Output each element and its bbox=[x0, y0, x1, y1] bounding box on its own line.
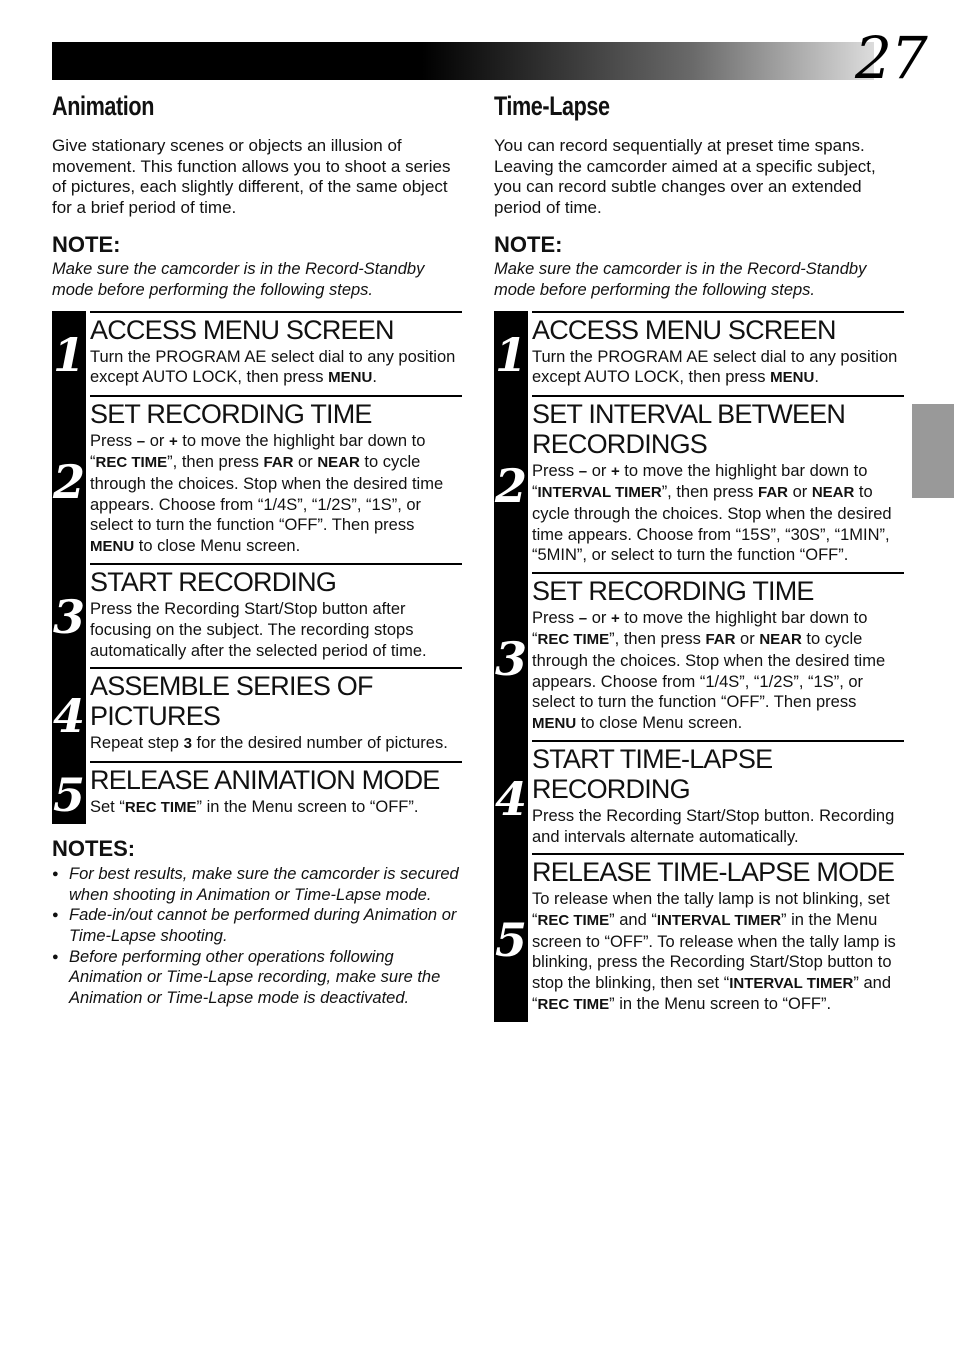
step-text: for the desired number of pictures. bbox=[191, 734, 448, 753]
header-bar bbox=[52, 42, 874, 80]
step-text: . bbox=[372, 368, 377, 387]
step-keyword: NEAR bbox=[317, 454, 360, 472]
step-text: ” in the Menu screen to “OFF”. bbox=[196, 797, 419, 816]
step-text: to cycle through the choices. Stop when the desired time appears. Choose from “15S”, “30S”, “1MIN”, “5MIN”, or select to turn the function “OFF”. bbox=[532, 483, 892, 565]
step-body bbox=[532, 889, 904, 1016]
notes-list bbox=[52, 864, 462, 1008]
step-title: SET RECORDING TIME bbox=[90, 398, 372, 429]
note-item: ● Fade-in/out cannot be performed during Animation or Time-Lapse shooting. bbox=[52, 905, 462, 946]
step-text: to move the highlight bar down to “ bbox=[532, 608, 868, 649]
step-4 bbox=[52, 667, 462, 761]
step-5 bbox=[494, 853, 904, 1022]
step-text: Press the Recording Start/Stop button. Recording and intervals alternate automatically. bbox=[532, 807, 895, 846]
step-text: Press bbox=[90, 431, 137, 450]
step-keyword: MENU bbox=[328, 369, 373, 387]
step-body bbox=[90, 431, 462, 558]
step-number-bar bbox=[52, 311, 86, 825]
step-text: or bbox=[735, 630, 760, 649]
step-keyword: – bbox=[578, 462, 588, 480]
step-3 bbox=[52, 563, 462, 667]
step-title: SET INTERVAL BETWEEN RECORDINGS bbox=[532, 398, 846, 459]
step-text: ” in the Menu screen to “OFF”. bbox=[609, 995, 832, 1014]
step-keyword: REC TIME bbox=[95, 454, 168, 472]
step-number: 5 bbox=[52, 767, 85, 822]
step-title: RELEASE ANIMATION MODE bbox=[90, 764, 440, 795]
step-text: to cycle through the choices. Stop when the desired time appears. Choose from “1/4S”, “1/2S”, “1S”, or select to turn the function “OFF”. Then press bbox=[532, 630, 886, 712]
step-keyword: + bbox=[168, 432, 178, 450]
note-text: Make sure the camcorder is in the Record-Standby mode before performing the following steps. bbox=[494, 260, 867, 299]
step-4 bbox=[494, 740, 904, 853]
note-item: ● For best results, make sure the camcorder is secured when shooting in Animation or Time-Lapse mode. bbox=[52, 864, 462, 905]
notes-heading: NOTES: bbox=[52, 836, 136, 862]
step-title: START RECORDING bbox=[90, 567, 337, 598]
section-title: Animation bbox=[52, 91, 154, 121]
note-heading: NOTE: bbox=[52, 232, 121, 258]
step-body bbox=[90, 797, 462, 819]
step-text: To release when the tally lamp is not blinking, set “ bbox=[532, 890, 890, 930]
step-keyword: INTERVAL TIMER bbox=[537, 484, 662, 502]
step-2 bbox=[494, 395, 904, 572]
step-body bbox=[532, 347, 904, 389]
step-keyword: + bbox=[610, 609, 620, 627]
section-title: Time-Lapse bbox=[494, 91, 610, 121]
step-title: RELEASE TIME-LAPSE MODE bbox=[532, 857, 895, 888]
step-title: ACCESS MENU SCREEN bbox=[90, 314, 394, 345]
step-title: START TIME-LAPSE RECORDING bbox=[532, 744, 773, 805]
step-number: 4 bbox=[52, 689, 85, 744]
step-number: 1 bbox=[494, 327, 527, 382]
step-keyword: + bbox=[610, 462, 620, 480]
step-1 bbox=[52, 311, 462, 395]
step-text: . bbox=[814, 368, 819, 387]
step-text: to close Menu screen. bbox=[576, 713, 743, 732]
step-text: to move the highlight bar down to “ bbox=[532, 461, 868, 502]
step-title: ACCESS MENU SCREEN bbox=[532, 314, 836, 345]
step-3 bbox=[494, 572, 904, 741]
step-text: ” in the Menu screen to “OFF”. To release when the tally lamp is blinking, press the Recording Start/Stop button to stop the blinking, then set “ bbox=[532, 911, 896, 992]
step-text: or bbox=[587, 608, 611, 627]
note-text: Make sure the camcorder is in the Record-Standby mode before performing the following steps. bbox=[52, 260, 425, 299]
step-body bbox=[90, 599, 462, 661]
step-text: Repeat step bbox=[90, 734, 184, 753]
step-body bbox=[90, 733, 462, 755]
step-body bbox=[532, 806, 904, 847]
step-number: 3 bbox=[494, 631, 527, 686]
step-title: SET RECORDING TIME bbox=[532, 575, 814, 606]
step-keyword: – bbox=[136, 432, 146, 450]
step-keyword: FAR bbox=[705, 631, 736, 649]
step-keyword: FAR bbox=[263, 454, 294, 472]
step-5 bbox=[52, 761, 462, 825]
step-body bbox=[90, 347, 462, 389]
step-keyword: REC TIME bbox=[124, 798, 197, 816]
step-keyword: – bbox=[578, 609, 588, 627]
step-keyword: REC TIME bbox=[537, 996, 610, 1014]
step-keyword: FAR bbox=[757, 484, 788, 502]
step-keyword: MENU bbox=[770, 369, 815, 387]
step-text: or bbox=[293, 453, 318, 472]
step-text: or bbox=[145, 431, 169, 450]
step-text: ” and “ bbox=[609, 911, 657, 930]
step-text: to move the highlight bar down to “ bbox=[90, 431, 426, 472]
time-lapse-section bbox=[494, 88, 904, 1022]
step-number: 1 bbox=[52, 327, 85, 382]
step-number: 2 bbox=[494, 458, 527, 513]
step-text: Press bbox=[532, 608, 579, 627]
step-list bbox=[52, 311, 462, 825]
animation-section bbox=[52, 88, 462, 1008]
step-text: to close Menu screen. bbox=[134, 536, 301, 555]
page-number: 27 bbox=[855, 24, 927, 92]
step-number: 4 bbox=[494, 772, 527, 827]
step-text: or bbox=[787, 483, 812, 502]
step-keyword: INTERVAL TIMER bbox=[656, 912, 782, 930]
note-item: ● Before performing other operations following Animation or Time-Lapse recording, make sure the Animation or Time-Lapse mode is deactivated. bbox=[52, 947, 462, 1009]
note-heading: NOTE: bbox=[494, 232, 563, 258]
step-body bbox=[532, 461, 904, 566]
step-keyword: INTERVAL TIMER bbox=[729, 974, 854, 992]
step-keyword: 3 bbox=[183, 735, 192, 753]
section-tab bbox=[912, 404, 954, 498]
step-number: 5 bbox=[494, 913, 527, 968]
step-text: Press the Recording Start/Stop button after focusing on the subject. The recording stops automatically after the selected period of time. bbox=[90, 600, 427, 660]
step-number: 3 bbox=[52, 590, 85, 645]
step-1 bbox=[494, 311, 904, 395]
section-intro: You can record sequentially at preset time spans. Leaving the camcorder aimed at a specific subject, you can record subtle changes over an extended period of time. bbox=[494, 136, 876, 217]
step-text: Press bbox=[532, 461, 579, 480]
step-keyword: NEAR bbox=[759, 631, 802, 649]
step-text: Turn the PROGRAM AE select dial to any position except AUTO LOCK, then press bbox=[90, 347, 456, 387]
step-text: to cycle through the choices. Stop when the desired time appears. Choose from “1/4S”, “1/2S”, “1S”, or select to turn the function “OFF”. Then press bbox=[90, 453, 444, 535]
step-text: or bbox=[587, 461, 611, 480]
step-text: ” and “ bbox=[532, 973, 891, 1014]
step-text: ”, then press bbox=[609, 630, 706, 649]
step-keyword: MENU bbox=[532, 714, 577, 732]
step-list bbox=[494, 311, 904, 1022]
step-2 bbox=[52, 395, 462, 564]
section-intro: Give stationary scenes or objects an illusion of movement. This function allows you to shoot a series of pictures, each slightly different, of the same object for a brief period of time. bbox=[52, 136, 451, 217]
step-text: ”, then press bbox=[661, 483, 758, 502]
step-keyword: REC TIME bbox=[537, 912, 610, 930]
step-keyword: REC TIME bbox=[537, 631, 610, 649]
step-text: ”, then press bbox=[167, 453, 264, 472]
step-text: Turn the PROGRAM AE select dial to any position except AUTO LOCK, then press bbox=[532, 347, 898, 387]
step-text: Set “ bbox=[90, 797, 125, 816]
step-keyword: MENU bbox=[90, 537, 135, 555]
step-title: ASSEMBLE SERIES OF PICTURES bbox=[90, 671, 373, 732]
step-keyword: NEAR bbox=[811, 484, 855, 502]
step-number: 2 bbox=[52, 454, 85, 509]
step-body bbox=[532, 608, 904, 735]
